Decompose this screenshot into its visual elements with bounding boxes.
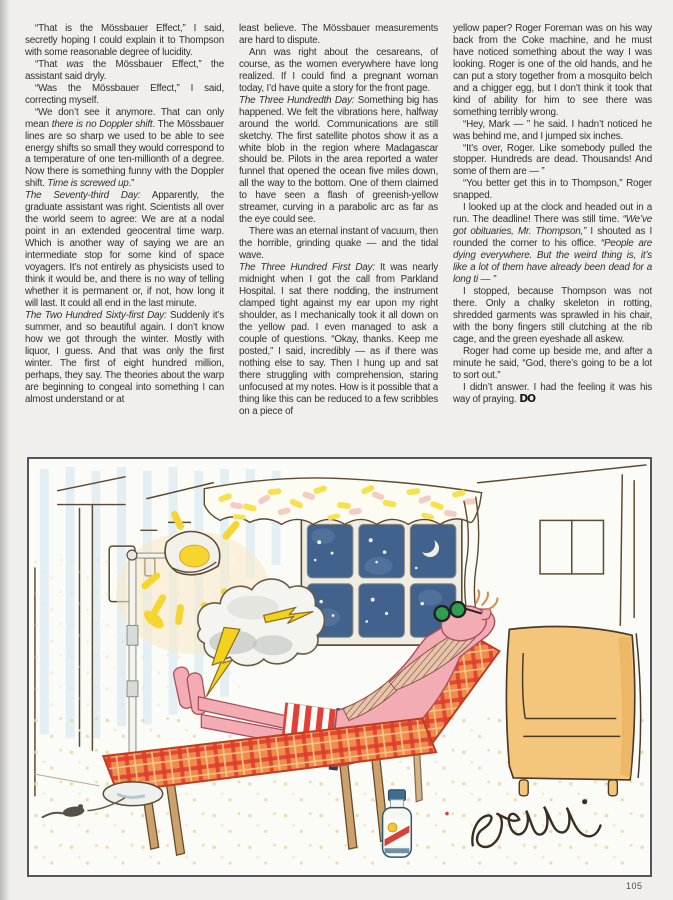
paragraph: I looked up at the clock and headed out in a run. The deadline! There was still time. “We’ve got obituaries, Mr. Thompson,” I shouted as I rounded the corner to his office. “People are dying everywhere. But the weird thing is, it’s like a lot of them have already been dead for a long ti — ” [453,202,652,286]
paragraph: “That was the Mössbauer Effect,” the assistant said dryly. [25,58,224,82]
text-column-2 [239,23,438,456]
paragraph: Ann was right about the cesareans, of course, as the women everywhere have long realized. If I could find a pregnant woman today, I’d have quite a story for the front page. [239,46,438,94]
paragraph: “Was the Mössbauer Effect,” I said, correcting myself. [25,82,224,106]
paragraph: “Hey, Mark — ” he said. I hadn’t noticed he was behind me, and I jumped six inches. [453,118,652,142]
article-text [25,23,652,456]
paragraph: yellow paper? Roger Foreman was on his way back from the Coke machine, and he must have noticed something about the way I was looking. Roger is one of the old hands, and he can put a story together from a mosquito belch and a chigger egg, but I don’t think it took that kind of ability for him to see there was something terribly wrong. [453,23,652,118]
paragraph: “You better get this in to Thompson,” Roger snapped. [453,178,652,202]
cartoon-svg [29,459,650,875]
paragraph: There was an eternal instant of vacuum, then the horrible, grinding quake — and the tidal wave. [239,226,438,262]
floor-dot [445,812,449,816]
page-number: 105 [626,881,643,891]
paragraph: “We don’t see it anymore. That can only mean there is no Doppler shift. The Mössbauer lines are so sharp we used to be able to see energy shifts so small they would correspond to a temperature of one ten-millionth of a degree. Now there is something funny with the Doppler shift. Time is screwed up.” [25,106,224,190]
paragraph: least believe. The Mössbauer measurements are hard to dispute. [239,23,438,46]
end-of-article-mark: DO [519,392,536,405]
paragraph: The Three Hundredth Day: Something big has happened. We felt the vibrations here, halfway around the world. Communications are still sketchy. The first satellite photos show it as a white blob in the region where Madagascar should be. Pilots in the area reported a water funnel that opened the ocean five miles down, all the way to the bottom. One of them claimed to have seen a flash of greenish-yellow streamer, curving in a parabolic arc as far as the eye could see. [239,94,438,226]
paragraph: The Three Hundred First Day: It was nearly midnight when I got the call from Parkland Hospital. I sat there nodding, the instrument clamped tight against my ear upon my right shoulder, as I mechanically took it all down on the yellow pad. I even managed to ask a couple of questions. “Okay, thanks. Keep me posted,” I said, incredibly — as if there was nothing else to say. Then I hung up and sat there struggling with comprehension, staring unfocused at my notes. How is it possible that a thing like this can be reduced to a few scribbles on a piece of [239,262,438,417]
text-column-3 [453,23,652,456]
cartoon-illustration [27,457,652,877]
paragraph: “It’s over, Roger. Like somebody pulled the stopper. Hundreds are dead. Thousands! And some of them are — ” [453,142,652,178]
paragraph: The Seventy-third Day: Apparently, the graduate assistant was right. Scientists all over the world seem to agree: We are at a nodal point in an extended geocentral time warp. Which is another way of saying we are an intermediate stop for some kind of space voyagers. It’s not entirely as physicists used to think it would be, and there is no way of telling whether it is permanent or, if not, how long it will last. It could all end in the last minute. [25,190,224,309]
sun-icon [388,823,397,832]
paragraph: “That is the Mössbauer Effect,” I said, secretly hoping I could explain it to Thompson with some reasonable degree of lucidity. [25,23,224,58]
lamp-base [103,782,162,806]
paragraph: Roger had come up beside me, and after a minute he said, “God, there’s going to be a lot to sort out.” [453,345,652,381]
paragraph: I didn’t answer. I had the feeling it was his way of praying. DO [453,381,652,405]
paragraph: The Two Hundred Sixty-first Day: Suddenly it’s summer, and so beautiful again. I don’t know how we got through the winter. Mostly with liquor, I guess. And that was only the first winter. The first of eight hundred million, perhaps, they say. The theories about the warp are beginning to congeal into something I can almost understand or at [25,309,224,405]
armchair [506,626,640,795]
text-column-1 [25,23,224,456]
paragraph: I stopped, because Thompson was not there. Only a chalky skeleton in rotting, shredded garments was sprawled in his chair, with the bony fingers still clutching at the rib cage, and the green eyeshade all askew. [453,285,652,345]
